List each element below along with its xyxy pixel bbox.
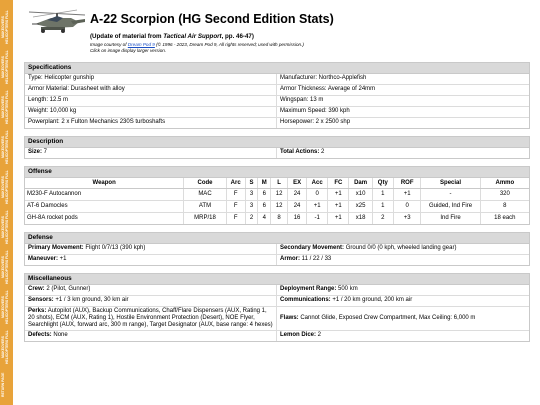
- primary-movement-cell: [25, 244, 277, 255]
- column-header: Code: [184, 178, 226, 189]
- subtitle-text: (Update of material from: [90, 33, 164, 40]
- page-subtitle: [90, 33, 254, 40]
- defects-cell: [25, 331, 277, 341]
- table-cell: 4: [258, 213, 271, 225]
- spec-cell: Armor Material: Durasheet with alloy: [25, 85, 277, 96]
- sensors-cell: [25, 296, 277, 307]
- table-cell: Ind Fire: [421, 213, 480, 225]
- field-label: Communications:: [280, 297, 331, 303]
- table-cell: 12: [271, 189, 288, 201]
- column-header: Acc: [307, 178, 328, 189]
- column-header: EX: [288, 178, 307, 189]
- column-header: Qty: [372, 178, 393, 189]
- field-value: Autopilot (AUX), Backup Communications, Chaff/Flare Dispensers (AUX, Rating 1, 20 shots), ECM (AUX, Rating 1), Hostile Environment Protection (Desert), NOE Flyer, Searchlight (AUX, forward arc, 300 m range), Target Designator (AUX, base range: 4 hexes): [28, 308, 273, 328]
- weapon-name: GH-8A rocket pods: [25, 213, 184, 225]
- image-credit: [90, 42, 304, 54]
- section-heading: Description: [25, 137, 529, 148]
- field-value: 2: [319, 149, 325, 155]
- table-cell: 24: [288, 201, 307, 213]
- table-cell: 1: [372, 201, 393, 213]
- column-header: Arc: [226, 178, 245, 189]
- field-value: 7: [42, 149, 48, 155]
- perks-cell: [25, 307, 277, 331]
- table-cell: x25: [349, 201, 372, 213]
- table-header-row: [25, 178, 529, 189]
- secondary-movement-cell: [277, 244, 529, 255]
- table-cell: 8: [271, 213, 288, 225]
- spec-cell: Type: Helicopter gunship: [25, 74, 277, 85]
- sidebar-link[interactable]: MAKEOVERS HELICOPTERS FULL: [1, 250, 9, 284]
- weapons-table: [25, 178, 529, 224]
- table-cell: 2: [372, 213, 393, 225]
- table-row: [25, 213, 529, 225]
- table-cell: 320: [480, 189, 529, 201]
- size-cell: [25, 148, 277, 158]
- field-value: +1 / 3 km ground, 30 km air: [53, 297, 129, 303]
- field-label: Size:: [28, 149, 43, 155]
- table-cell: +3: [393, 213, 421, 225]
- section-heading: Specifications: [25, 63, 529, 74]
- field-value: None: [51, 332, 68, 338]
- field-value: +1 / 20 km ground, 200 km air: [330, 297, 413, 303]
- dream-pod-link[interactable]: Dream Pod 9: [127, 42, 155, 47]
- credit-copyright: (© 1996 - 2023, Dream Pod 9, All rights reserved; used with permission.): [154, 42, 304, 47]
- table-cell: -1: [307, 213, 328, 225]
- table-row: [25, 201, 529, 213]
- main-content: [24, 0, 530, 349]
- actions-cell: [277, 148, 529, 158]
- table-cell: F: [226, 189, 245, 201]
- field-value: 2 (Pilot, Gunner): [44, 286, 91, 292]
- field-value: Flight 0/7/13 (390 kph): [83, 245, 146, 251]
- table-cell: Guided, Ind Fire: [421, 201, 480, 213]
- spec-cell: Horsepower: 2 x 2500 shp: [280, 119, 351, 125]
- table-cell: MRP/18: [184, 213, 226, 225]
- section-heading: Miscellaneous: [25, 274, 529, 285]
- maneuver-cell: [25, 255, 277, 265]
- armor-cell: [277, 255, 529, 265]
- column-header: Dam: [349, 178, 372, 189]
- table-cell: 18 each: [494, 215, 516, 222]
- table-cell: 2: [245, 213, 258, 225]
- spec-cell: Manufacturer: Northco-Applefish: [277, 74, 529, 85]
- field-value: Ground 0/0 (0 kph, wheeled landing gear): [344, 245, 457, 251]
- column-header: Special: [421, 178, 480, 189]
- description-section: [24, 136, 530, 159]
- sidebar-link[interactable]: MAKEOVERS HELICOPTERS FULL: [1, 90, 9, 124]
- spec-cell: Armor Thickness: Average of 24mm: [277, 85, 529, 96]
- table-cell: ATM: [184, 201, 226, 213]
- section-heading: Defense: [25, 233, 529, 244]
- table-cell: F: [226, 201, 245, 213]
- table-cell: x18: [349, 213, 372, 225]
- credit-instruction: Click on image display larger version.: [90, 48, 167, 53]
- table-cell: 0: [393, 201, 421, 213]
- weapon-name: AT-6 Damocles: [25, 201, 184, 213]
- field-label: Armor:: [280, 256, 301, 262]
- spec-cell: Powerplant: 2 x Fulton Mechanics 230S turboshafts: [25, 118, 277, 128]
- lemon-dice-cell: [277, 331, 529, 341]
- field-value: 2: [316, 332, 322, 338]
- sidebar-link[interactable]: MAKEOVERS HELICOPTERS FULL: [1, 170, 9, 204]
- communications-cell: [277, 296, 529, 307]
- field-label: Defects:: [28, 332, 52, 338]
- field-label: Lemon Dice:: [280, 332, 317, 338]
- table-cell: 3: [245, 189, 258, 201]
- section-heading: Offense: [25, 167, 529, 178]
- field-label: Primary Movement:: [28, 245, 84, 251]
- field-label: Flaws:: [280, 315, 299, 321]
- table-row: [25, 189, 529, 201]
- column-header: FC: [328, 178, 349, 189]
- column-header: Weapon: [25, 178, 184, 189]
- field-label: Sensors:: [28, 297, 54, 303]
- sidebar-link[interactable]: MAKEOVERS HELICOPTERS FULL: [1, 50, 9, 84]
- flaws-cell: [277, 307, 529, 331]
- subtitle-book-title: Tactical Air Support: [163, 33, 222, 40]
- sidebar-nav: [0, 0, 13, 405]
- sidebar-link[interactable]: MAKEOVERS HELICOPTERS FULL: [1, 290, 9, 324]
- table-cell: 1: [372, 189, 393, 201]
- column-header: M: [258, 178, 271, 189]
- page-header: [24, 0, 530, 62]
- helicopter-icon: [27, 6, 87, 42]
- crew-cell: [25, 285, 277, 296]
- column-header: Ammo: [480, 178, 529, 189]
- table-cell: -: [421, 189, 480, 201]
- table-cell: 24: [288, 189, 307, 201]
- sidebar-link[interactable]: MAKEOVERS HELICOPTERS FULL: [1, 210, 9, 244]
- field-label: Secondary Movement:: [280, 245, 345, 251]
- defense-section: [24, 232, 530, 266]
- specifications-section: [24, 62, 530, 129]
- table-cell: +1: [328, 201, 349, 213]
- spec-cell: Weight: 10,000 kg: [25, 107, 277, 118]
- table-cell: MAC: [184, 189, 226, 201]
- field-value: +1: [58, 256, 67, 262]
- table-cell: 16: [288, 213, 307, 225]
- subtitle-pages: , pp. 46-47): [221, 33, 254, 40]
- table-cell: 3: [245, 201, 258, 213]
- sidebar-link[interactable]: MAKEOVERS HELICOPTERS FULL: [1, 130, 9, 164]
- field-value: 500 km: [336, 286, 358, 292]
- sidebar-link[interactable]: MAKEOVERS HELICOPTERS FULL: [1, 10, 9, 44]
- sidebar-link[interactable]: MAKEOVERS HELICOPTERS FULL: [1, 330, 9, 364]
- table-cell: x10: [349, 189, 372, 201]
- spec-cell: Length: 12.5 m: [25, 96, 277, 107]
- offense-section: [24, 166, 530, 225]
- field-label: Perks:: [28, 308, 47, 314]
- column-header: L: [271, 178, 288, 189]
- miscellaneous-section: [24, 273, 530, 342]
- deployment-cell: [277, 285, 529, 296]
- credit-text: Image courtesy of: [90, 42, 128, 47]
- table-cell: 0: [307, 189, 328, 201]
- field-value: Cannot Glide, Exposed Crew Compartment, Max Ceiling: 6,000 m: [298, 315, 476, 321]
- sidebar-link[interactable]: RETURN PAGE: [1, 372, 5, 398]
- table-cell: +1: [328, 189, 349, 201]
- weapon-name: M230-F Autocannon: [25, 189, 184, 201]
- spec-cell: Wingspan: 13 m: [277, 96, 529, 107]
- table-cell: 6: [258, 189, 271, 201]
- page-title: A-22 Scorpion (HG Second Edition Stats): [90, 12, 334, 26]
- column-header: S: [245, 178, 258, 189]
- table-cell: +1: [393, 189, 421, 201]
- helicopter-image[interactable]: [27, 6, 87, 42]
- field-label: Deployment Range:: [280, 286, 337, 292]
- field-value: 11 / 22 / 33: [300, 256, 332, 262]
- table-cell: 8: [480, 201, 529, 213]
- table-cell: F: [226, 213, 245, 225]
- table-cell: +1: [307, 201, 328, 213]
- field-label: Crew:: [28, 286, 45, 292]
- table-cell: 6: [258, 201, 271, 213]
- field-label: Maneuver:: [28, 256, 59, 262]
- table-cell: +1: [328, 213, 349, 225]
- spec-cell: Maximum Speed: 390 kph: [277, 107, 529, 118]
- field-label: Total Actions:: [280, 149, 320, 155]
- table-cell: 12: [271, 201, 288, 213]
- column-header: ROF: [393, 178, 421, 189]
